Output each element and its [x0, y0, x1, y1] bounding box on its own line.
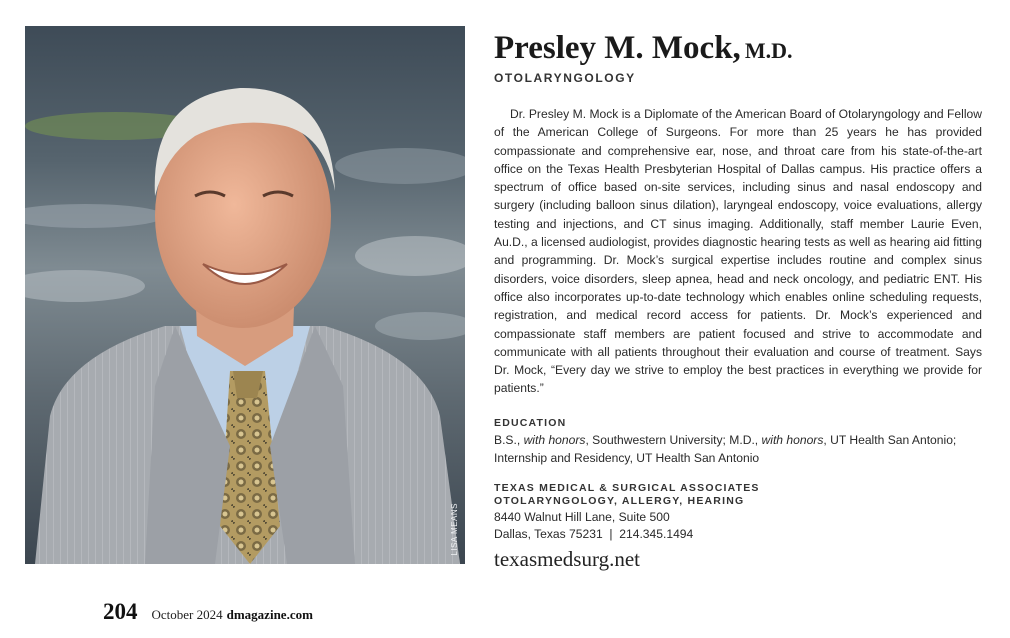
doctor-credential: M.D.	[744, 38, 793, 63]
education-honors-2: with honors	[761, 433, 824, 447]
address-line-1: 8440 Walnut Hill Lane, Suite 500	[494, 510, 670, 524]
bio-paragraph: Dr. Presley M. Mock is a Diplomate of the American Board of Otolaryngology and Fellow of the American College of Surgeons. For more than 25 years he has provided compassionate and comprehensive ear, nose, and throat care from his state-of-the-art office on the Texas Health Presbyterian Hospital of Dallas campus. His practice offers a spectrum of office based on-site services, including sinus and nasal endoscopy and surgery (including balloon sinus dilation), laryngeal endoscopy, voice evaluations, allergy testing and injections, and CT sinus imaging. Additionally, staff member Laurie Even, Au.D., a licensed audiologist, provides diagnostic hearing tests as well as hearing aid fitting and programming. Dr. Mock’s surgical expertise includes routine and complex sinus disorders, voice disorders, sleep apnea, head and neck oncology, and pediatric ENT. His office also incorporates up-to-date technology which enables online scheduling requests, registration, and medical record access for patients. Dr. Mock’s experienced and compassionate staff members are patient focused and strive to accommodate and communicate with all patients throughout their evaluation and course of treatment. Says Dr. Mock, “Every day we strive to employ the best practices in everything we provide for patients.”	[494, 107, 982, 396]
specialty-label: OTOLARYNGOLOGY	[494, 71, 636, 85]
doctor-name	[494, 30, 792, 67]
page-footer	[103, 599, 313, 625]
practice-name-line-1: TEXAS MEDICAL & SURGICAL ASSOCIATES	[494, 482, 760, 494]
practice-address	[494, 509, 693, 543]
practice-name-line-2: OTOLARYNGOLOGY, ALLERGY, HEARING	[494, 495, 745, 507]
education-heading: EDUCATION	[494, 417, 567, 429]
address-line-2: Dallas, Texas 75231 | 214.345.1494	[494, 527, 694, 541]
education-bs: B.S.,	[494, 433, 524, 447]
education-honors-1: with honors	[523, 433, 586, 447]
photo-credit: LISA MEANS	[450, 503, 459, 556]
issue-date: October 2024	[151, 607, 223, 622]
education-school-2: , UT Health San Antonio; Internship and Residency, UT Health San Antonio	[494, 433, 957, 466]
magazine-site-link[interactable]: dmagazine.com	[226, 607, 313, 622]
practice-website-link[interactable]: texasmedsurg.net	[494, 547, 640, 571]
education-school-1: , Southwestern University; M.D.,	[585, 433, 762, 447]
portrait-illustration	[25, 26, 465, 564]
page-number: 204	[103, 599, 138, 624]
practice-name	[494, 482, 760, 508]
doctor-name-text: Presley M. Mock,	[494, 30, 741, 66]
portrait-photo	[25, 26, 465, 564]
education-text	[494, 431, 984, 468]
